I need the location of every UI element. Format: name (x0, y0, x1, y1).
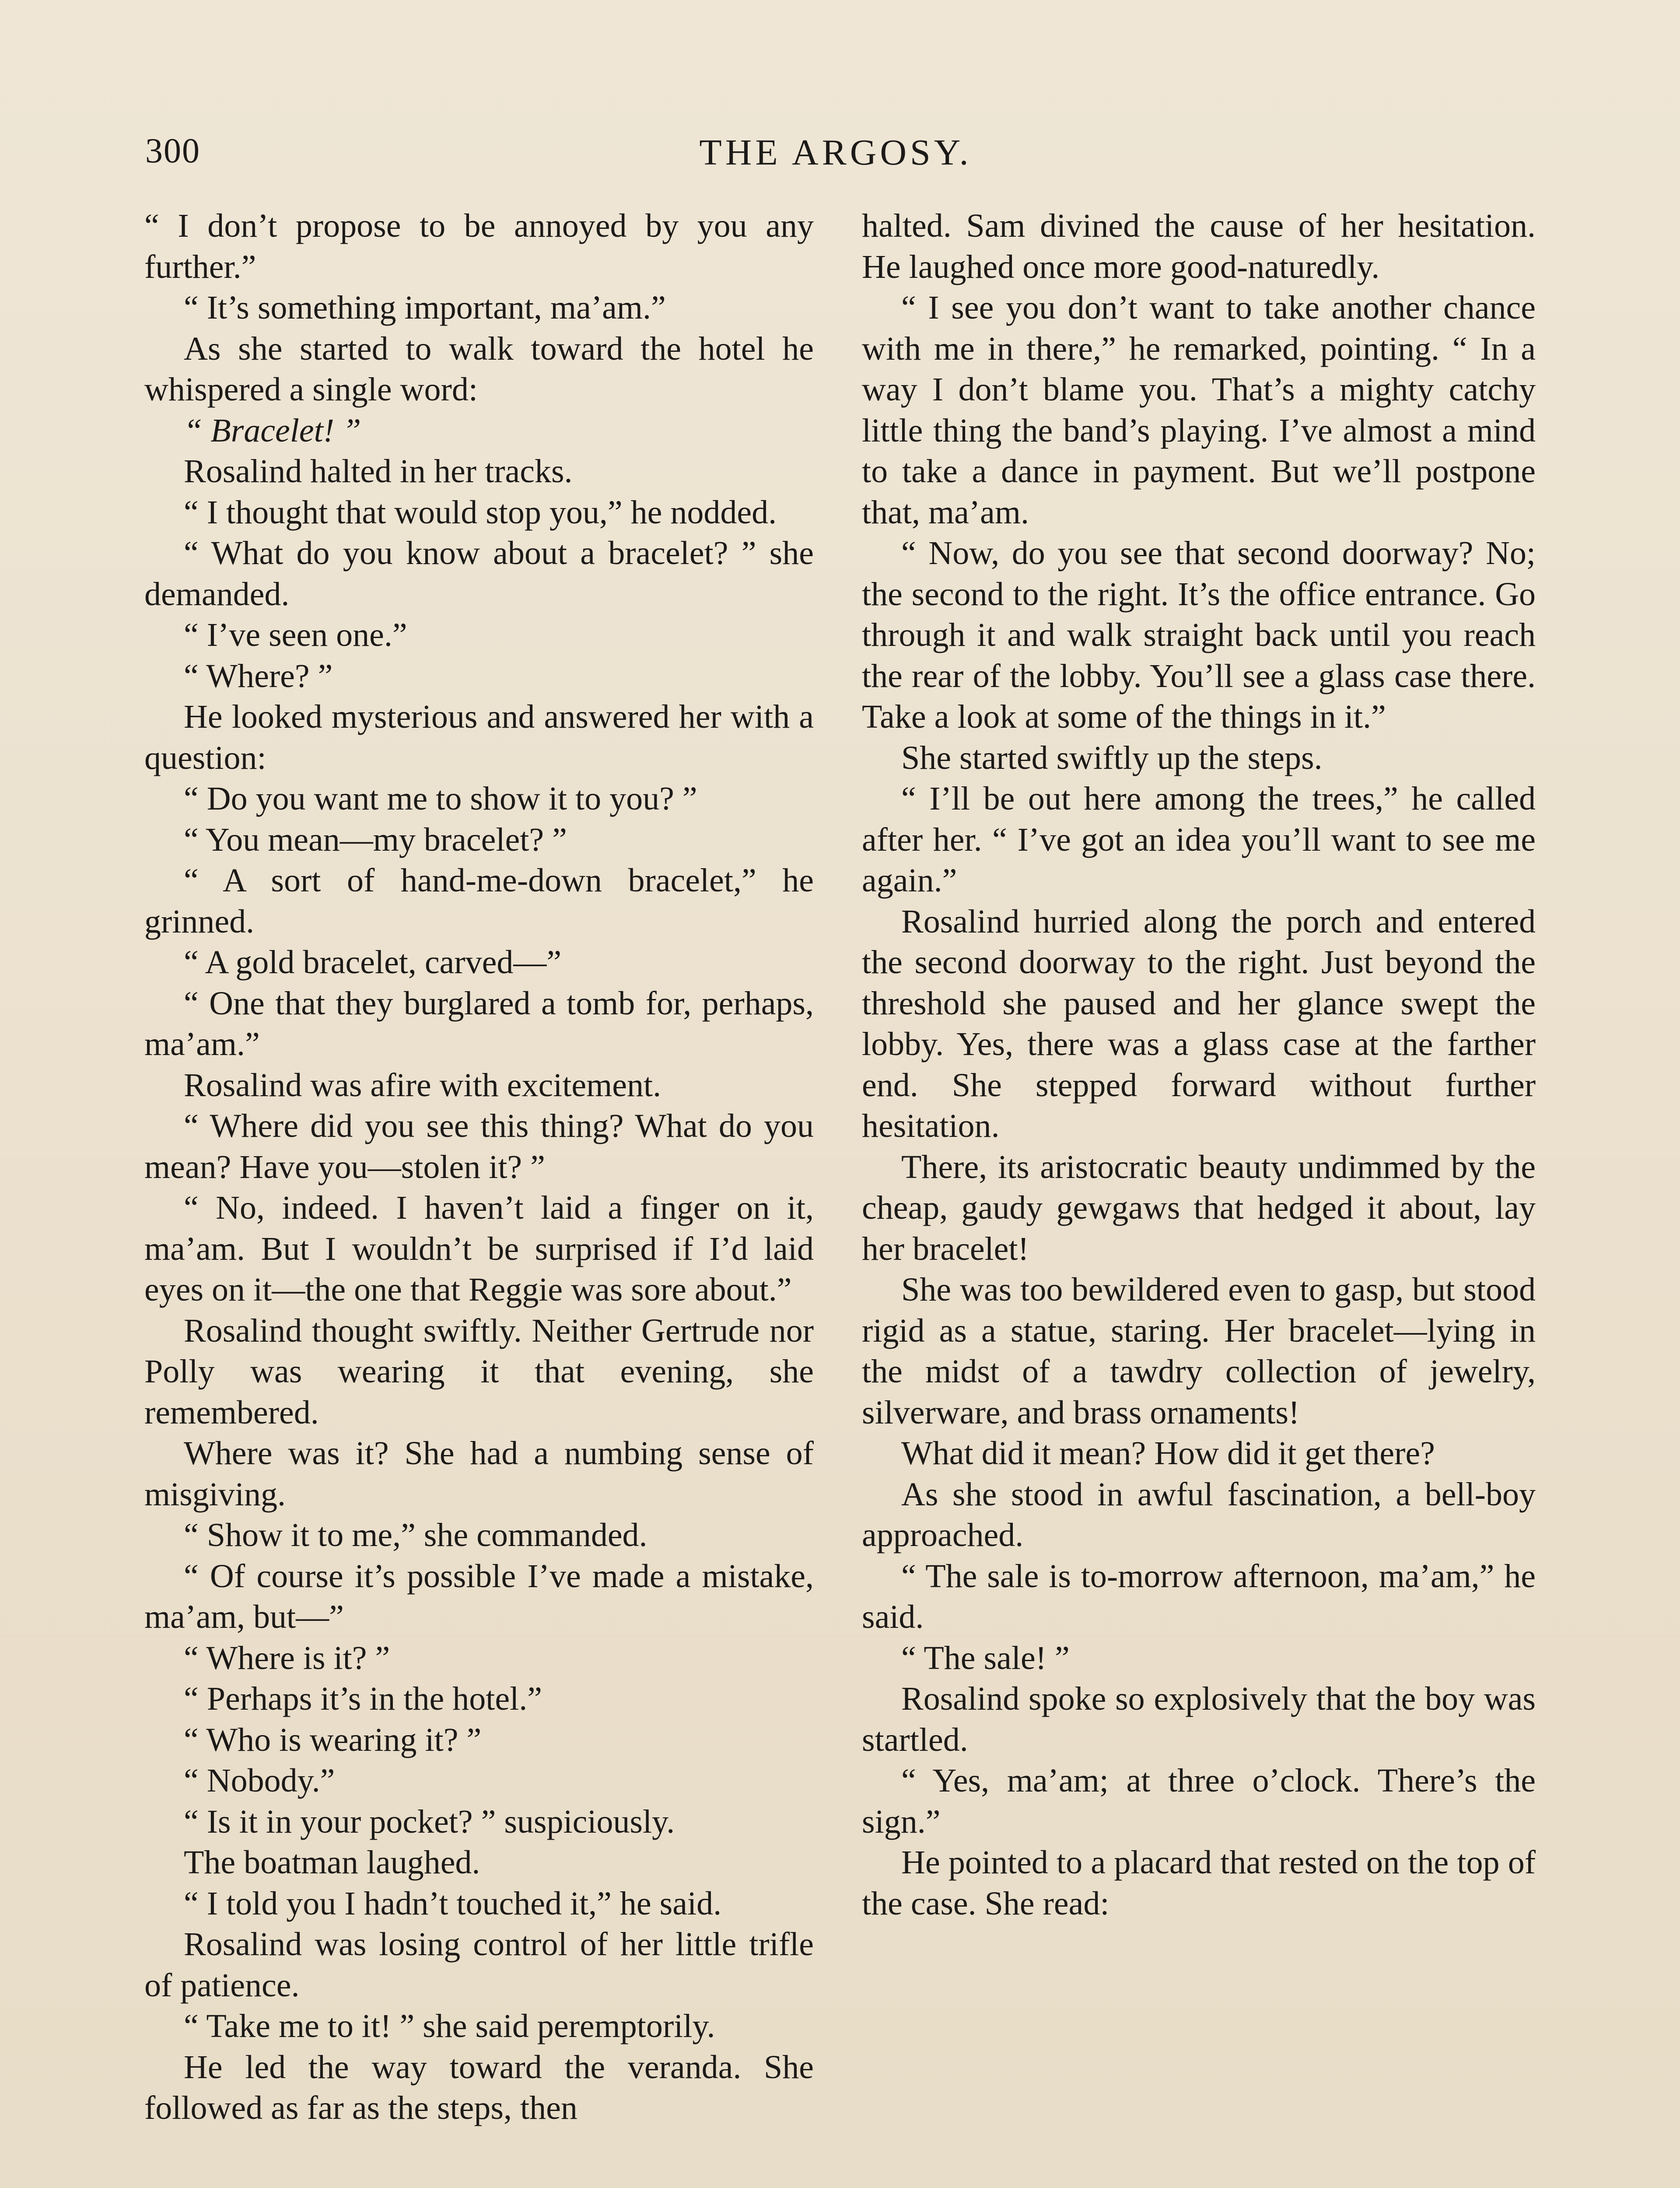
paragraph: “ No, indeed. I haven’t laid a finger on it, ma’am. But I wouldn’t be surprised if I’d laid eyes on it—the one that Reggie was sore about.” (144, 1189, 814, 1308)
paragraph: “ Show it to me,” she commanded. (184, 1517, 648, 1553)
right-column (862, 206, 1536, 1924)
paragraph: Rosalind spoke so explosively that the boy was startled. (862, 1680, 1536, 1758)
paragraph: As she started to walk toward the hotel he whispered a single word: (144, 330, 814, 408)
paragraph: There, its aristocratic beauty undimmed by the cheap, gaudy gewgaws that hedged it about, lay her bracelet! (862, 1148, 1536, 1267)
paragraph: “ Now, do you see that second doorway? No; the second to the right. It’s the office entrance. Go through it and walk straight back until you reach the rear of the lobby. You’ll see a glass case there. Take a look at some of the things in it.” (862, 535, 1536, 735)
paragraph: “ Nobody.” (184, 1762, 335, 1799)
page-number: 300 (145, 132, 200, 170)
paragraph: “ Where did you see this thing? What do you mean? Have you—stolen it? ” (144, 1108, 814, 1185)
paragraph: As she stood in awful fascination, a bell-boy approached. (862, 1476, 1536, 1553)
left-column (144, 206, 814, 2129)
paragraph: “ A gold bracelet, carved—” (184, 944, 562, 981)
paragraph: halted. Sam divined the cause of her hesitation. He laughed once more good-naturedly. (862, 207, 1536, 285)
paragraph: “ I thought that would stop you,” he nodded. (184, 494, 777, 531)
paragraph: “ A sort of hand-me-down bracelet,” he grinned. (144, 862, 814, 940)
paragraph: “ Bracelet! ” (184, 412, 361, 449)
paragraph: Where was it? She had a numbing sense of misgiving. (144, 1435, 814, 1513)
paragraph: “ Where? ” (184, 657, 333, 694)
paragraph: “ I told you I hadn’t touched it,” he said. (184, 1885, 722, 1922)
paragraph: “ Take me to it! ” she said peremptorily. (184, 2008, 715, 2044)
paragraph: He led the way toward the veranda. She followed as far as the steps, then (144, 2048, 814, 2126)
paragraph: What did it mean? How did it get there? (901, 1435, 1435, 1472)
paragraph: “ I see you don’t want to take another chance with me in there,” he remarked, pointing. “ In a way I don’t blame you. That’s a mighty catchy little thing the band’s playing. I’ve almost a mind to take a dance in payment. But we’ll postpone that, ma’am. (862, 289, 1536, 531)
paragraph: “ I don’t propose to be annoyed by you any further.” (144, 207, 814, 285)
running-head: THE ARGOSY. (699, 132, 972, 173)
paragraph: “ It’s something important, ma’am.” (184, 289, 666, 326)
paragraph: “ The sale! ” (901, 1639, 1070, 1676)
paragraph: He looked mysterious and answered her with a question: (144, 698, 814, 776)
paragraph: “ Who is wearing it? ” (184, 1721, 482, 1758)
paragraph: “ I’ve seen one.” (184, 617, 407, 653)
paragraph: Rosalind was losing control of her little trifle of patience. (144, 1926, 814, 2004)
page-header (0, 123, 1680, 188)
paragraph: He pointed to a placard that rested on the top of the case. She read: (862, 1844, 1536, 1922)
paragraph: “ Is it in your pocket? ” suspiciously. (184, 1803, 675, 1840)
paragraph: “ One that they burglared a tomb for, perhaps, ma’am.” (144, 985, 814, 1062)
paragraph: “ I’ll be out here among the trees,” he called after her. “ I’ve got an idea you’ll want to see me again.” (862, 780, 1536, 899)
paragraph: Rosalind thought swiftly. Neither Gertrude nor Polly was wearing it that evening, she remembered. (144, 1312, 814, 1431)
paragraph: “ Yes, ma’am; at three o’clock. There’s the sign.” (862, 1762, 1536, 1840)
paragraph: Rosalind was afire with excitement. (184, 1066, 662, 1104)
paragraph: She started swiftly up the steps. (901, 739, 1323, 776)
paragraph: “ The sale is to-morrow afternoon, ma’am,” he said. (862, 1557, 1536, 1635)
paragraph: “ Perhaps it’s in the hotel.” (184, 1680, 542, 1717)
paragraph: “ Of course it’s possible I’ve made a mistake, ma’am, but—” (144, 1557, 814, 1635)
paragraph: Rosalind halted in her tracks. (184, 453, 573, 490)
paragraph: “ What do you know about a bracelet? ” she demanded. (144, 535, 814, 613)
paragraph: “ You mean—my bracelet? ” (184, 821, 567, 858)
paragraph: She was too bewildered even to gasp, but stood rigid as a statue, staring. Her bracelet—lying in the midst of a tawdry collection of jewelry, silverware, and brass ornaments! (862, 1271, 1536, 1431)
paragraph: “ Do you want me to show it to you? ” (184, 780, 697, 817)
paragraph: “ Where is it? ” (184, 1639, 390, 1676)
paragraph: The boatman laughed. (184, 1844, 480, 1881)
paragraph: Rosalind hurried along the porch and entered the second doorway to the right. Just beyond the threshold she paused and her glance swept the lobby. Yes, there was a glass case at the farther end. She stepped forward without further hesitation. (862, 903, 1536, 1144)
